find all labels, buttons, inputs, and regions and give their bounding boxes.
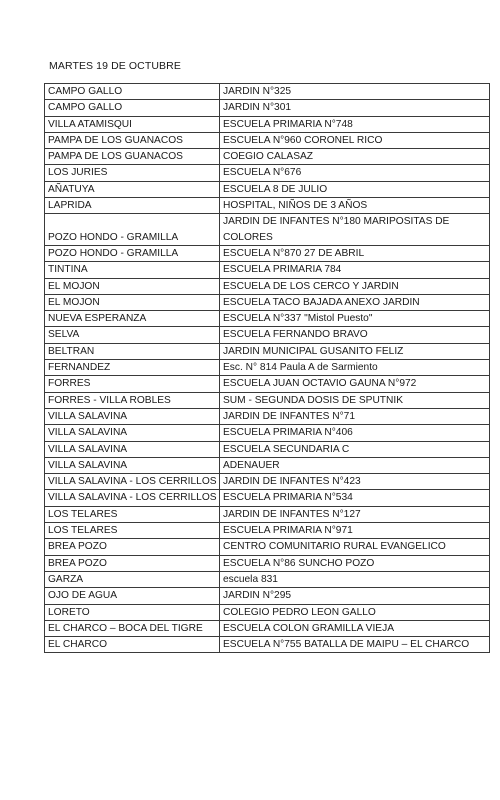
venue-cell: ESCUELA DE LOS CERCO Y JARDIN — [220, 278, 490, 294]
table-row — [45, 278, 490, 294]
table-row — [45, 555, 490, 571]
venue-cell: JARDIN DE INFANTES N°127 — [220, 506, 490, 522]
locality-cell: LAPRIDA — [45, 198, 220, 214]
venue-cell: ESCUELA COLON GRAMILLA VIEJA — [220, 620, 490, 636]
table-row — [45, 262, 490, 278]
venue-cell: Esc. N° 814 Paula A de Sarmiento — [220, 360, 490, 376]
venue-cell: CENTRO COMUNITARIO RURAL EVANGELICO — [220, 539, 490, 555]
venue-cell: ADENAUER — [220, 457, 490, 473]
locality-cell: PAMPA DE LOS GUANACOS — [45, 149, 220, 165]
locality-cell: VILLA SALAVINA — [45, 425, 220, 441]
table-row — [45, 327, 490, 343]
venue-cell: JARDIN N°301 — [220, 100, 490, 116]
venue-cell: JARDIN MUNICIPAL GUSANITO FELIZ — [220, 343, 490, 359]
venue-cell: JARDIN DE INFANTES N°180 MARIPOSITAS DE COLORES — [220, 214, 490, 246]
schedule-table-body — [45, 84, 490, 653]
locality-cell: FORRES — [45, 376, 220, 392]
table-row — [45, 408, 490, 424]
table-row — [45, 165, 490, 181]
table-row — [45, 620, 490, 636]
table-row — [45, 604, 490, 620]
table-row — [45, 457, 490, 473]
locality-cell: VILLA SALAVINA — [45, 441, 220, 457]
venue-cell: ESCUELA N°960 CORONEL RICO — [220, 132, 490, 148]
vaccination-schedule-table — [44, 83, 490, 653]
table-row — [45, 376, 490, 392]
locality-cell: TINTINA — [45, 262, 220, 278]
locality-cell: LOS TELARES — [45, 523, 220, 539]
locality-cell: SELVA — [45, 327, 220, 343]
venue-cell: HOSPITAL, NIÑOS DE 3 AÑOS — [220, 198, 490, 214]
venue-cell: escuela 831 — [220, 571, 490, 587]
venue-cell: ESCUELA PRIMARIA N°748 — [220, 116, 490, 132]
venue-cell: ESCUELA N°337 "Mistol Puesto" — [220, 311, 490, 327]
venue-cell: ESCUELA N°870 27 DE ABRIL — [220, 245, 490, 261]
table-row — [45, 637, 490, 653]
locality-cell: BELTRAN — [45, 343, 220, 359]
table-row — [45, 474, 490, 490]
venue-cell: JARDIN N°325 — [220, 84, 490, 100]
locality-cell: LORETO — [45, 604, 220, 620]
locality-cell: CAMPO GALLO — [45, 84, 220, 100]
locality-cell: AÑATUYA — [45, 181, 220, 197]
venue-cell: ESCUELA PRIMARIA 784 — [220, 262, 490, 278]
venue-cell: ESCUELA JUAN OCTAVIO GAUNA N°972 — [220, 376, 490, 392]
table-row — [45, 425, 490, 441]
table-row — [45, 539, 490, 555]
table-row — [45, 343, 490, 359]
venue-cell: ESCUELA FERNANDO BRAVO — [220, 327, 490, 343]
locality-cell: PAMPA DE LOS GUANACOS — [45, 132, 220, 148]
table-row — [45, 132, 490, 148]
locality-cell: EL MOJON — [45, 294, 220, 310]
locality-cell: FORRES - VILLA ROBLES — [45, 392, 220, 408]
venue-cell: ESCUELA 8 DE JULIO — [220, 181, 490, 197]
table-row — [45, 588, 490, 604]
locality-cell: POZO HONDO - GRAMILLA — [45, 214, 220, 246]
locality-cell: VILLA SALAVINA - LOS CERRILLOS — [45, 490, 220, 506]
venue-cell: JARDIN DE INFANTES N°423 — [220, 474, 490, 490]
table-row — [45, 490, 490, 506]
venue-cell: COEGIO CALASAZ — [220, 149, 490, 165]
table-row — [45, 294, 490, 310]
table-row — [45, 523, 490, 539]
table-row — [45, 181, 490, 197]
venue-cell: JARDIN N°295 — [220, 588, 490, 604]
table-row — [45, 100, 490, 116]
locality-cell: EL MOJON — [45, 278, 220, 294]
locality-cell: LOS JURIES — [45, 165, 220, 181]
locality-cell: EL CHARCO — [45, 637, 220, 653]
venue-cell: ESCUELA N°676 — [220, 165, 490, 181]
locality-cell: POZO HONDO - GRAMILLA — [45, 245, 220, 261]
locality-cell: OJO DE AGUA — [45, 588, 220, 604]
venue-cell: ESCUELA PRIMARIA N°971 — [220, 523, 490, 539]
table-row — [45, 149, 490, 165]
locality-cell: LOS TELARES — [45, 506, 220, 522]
table-row — [45, 360, 490, 376]
locality-cell: BREA POZO — [45, 539, 220, 555]
venue-cell: JARDIN DE INFANTES N°71 — [220, 408, 490, 424]
locality-cell: VILLA SALAVINA — [45, 408, 220, 424]
venue-cell: ESCUELA PRIMARIA N°534 — [220, 490, 490, 506]
table-row — [45, 441, 490, 457]
locality-cell: EL CHARCO – BOCA DEL TIGRE — [45, 620, 220, 636]
table-row — [45, 245, 490, 261]
table-row — [45, 311, 490, 327]
locality-cell: FERNANDEZ — [45, 360, 220, 376]
locality-cell: VILLA SALAVINA - LOS CERRILLOS — [45, 474, 220, 490]
venue-cell: SUM - SEGUNDA DOSIS DE SPUTNIK — [220, 392, 490, 408]
locality-cell: VILLA SALAVINA — [45, 457, 220, 473]
venue-cell: ESCUELA TACO BAJADA ANEXO JARDIN — [220, 294, 490, 310]
locality-cell: NUEVA ESPERANZA — [45, 311, 220, 327]
locality-cell: GARZA — [45, 571, 220, 587]
table-row — [45, 392, 490, 408]
table-row — [45, 506, 490, 522]
venue-cell: COLEGIO PEDRO LEON GALLO — [220, 604, 490, 620]
venue-cell: ESCUELA N°755 BATALLA DE MAIPU – EL CHARCO — [220, 637, 490, 653]
locality-cell: BREA POZO — [45, 555, 220, 571]
venue-cell: ESCUELA PRIMARIA N°406 — [220, 425, 490, 441]
table-row — [45, 571, 490, 587]
document-heading: MARTES 19 DE OCTUBRE — [49, 60, 181, 72]
table-row — [45, 116, 490, 132]
locality-cell: CAMPO GALLO — [45, 100, 220, 116]
locality-cell: VILLA ATAMISQUI — [45, 116, 220, 132]
venue-cell: ESCUELA N°86 SUNCHO POZO — [220, 555, 490, 571]
table-row — [45, 214, 490, 246]
venue-cell: ESCUELA SECUNDARIA C — [220, 441, 490, 457]
table-row — [45, 84, 490, 100]
table-row — [45, 198, 490, 214]
